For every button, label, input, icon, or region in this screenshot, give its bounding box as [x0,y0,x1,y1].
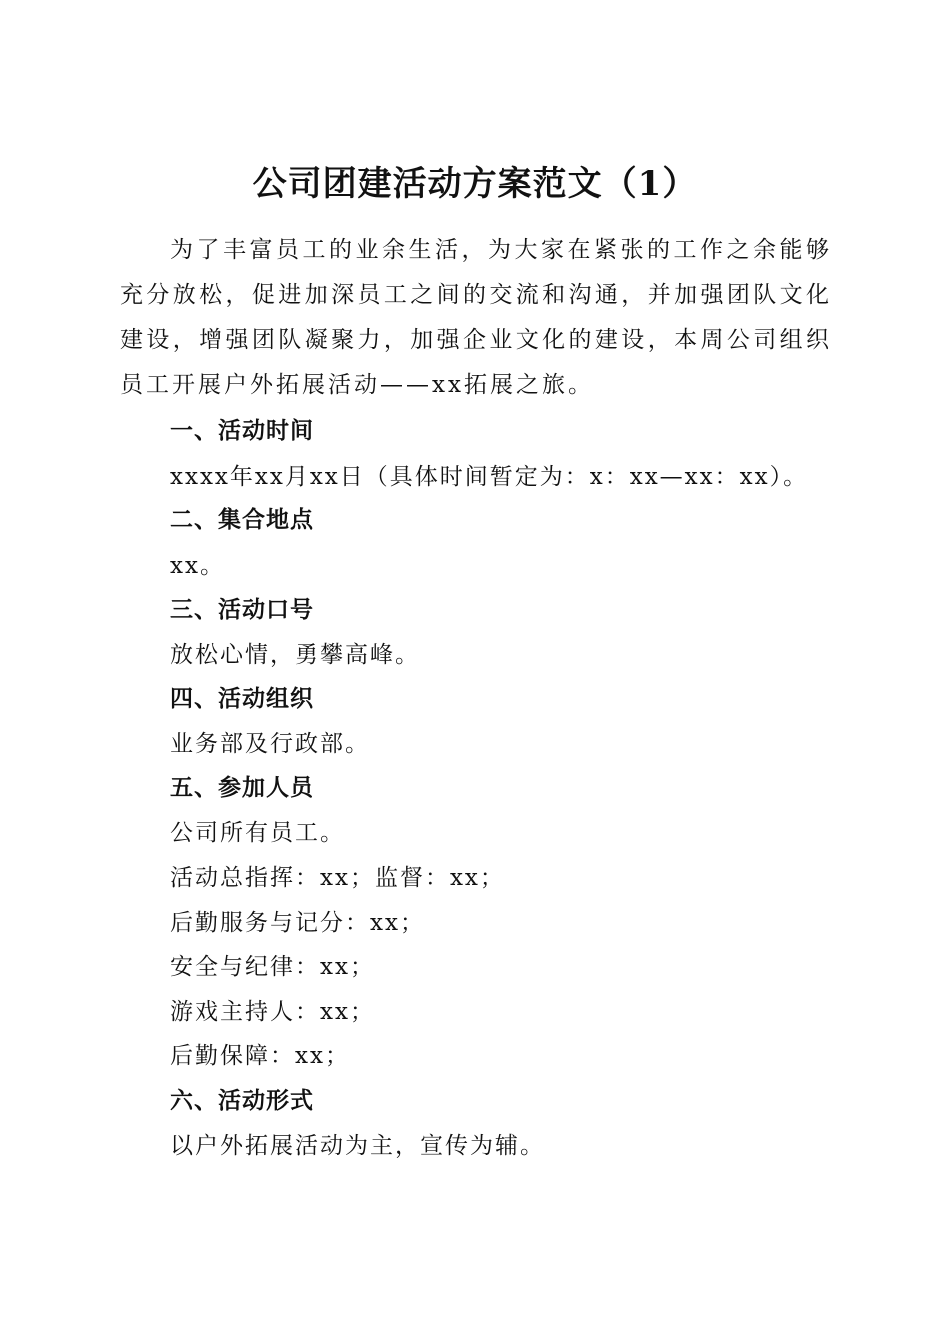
section-text-logistics-support: 后勤保障：xx； [170,1043,350,1069]
section-text-organizer: 业务部及行政部。 [170,731,370,757]
section-heading-slogan: 三、活动口号 [170,597,314,623]
section-heading-location: 二、集合地点 [170,507,314,533]
document-title: 公司团建活动方案范文（1） [252,163,698,204]
section-text-slogan: 放松心情，勇攀高峰。 [170,642,420,668]
section-text-host: 游戏主持人：xx； [170,999,375,1025]
section-text-safety: 安全与纪律：xx； [170,954,375,980]
section-text-participants: 公司所有员工。 [170,820,345,846]
section-text-format: 以户外拓展活动为主，宣传为辅。 [170,1133,545,1159]
section-heading-format: 六、活动形式 [170,1088,314,1114]
section-heading-participants: 五、参加人员 [170,775,314,801]
section-text-logistics-scoring: 后勤服务与记分：xx； [170,910,425,936]
section-text-commander: 活动总指挥：xx；监督：xx； [170,865,505,891]
section-heading-organizer: 四、活动组织 [170,686,314,712]
section-text-time: xxxx年xx月xx日（具体时间暂定为：x：xx—xx：xx）。 [170,464,809,490]
section-text-location: xx。 [170,553,225,579]
section-heading-time: 一、活动时间 [170,418,314,444]
intro-paragraph: 为了丰富员工的业余生活，为大家在紧张的工作之余能够充分放松，促进加深员工之间的交流和沟通，并加强团队文化建设，增强团队凝聚力，加强企业文化的建设，本周公司组织员工开展户外拓展活动——xx拓展之旅。 [120,237,832,398]
